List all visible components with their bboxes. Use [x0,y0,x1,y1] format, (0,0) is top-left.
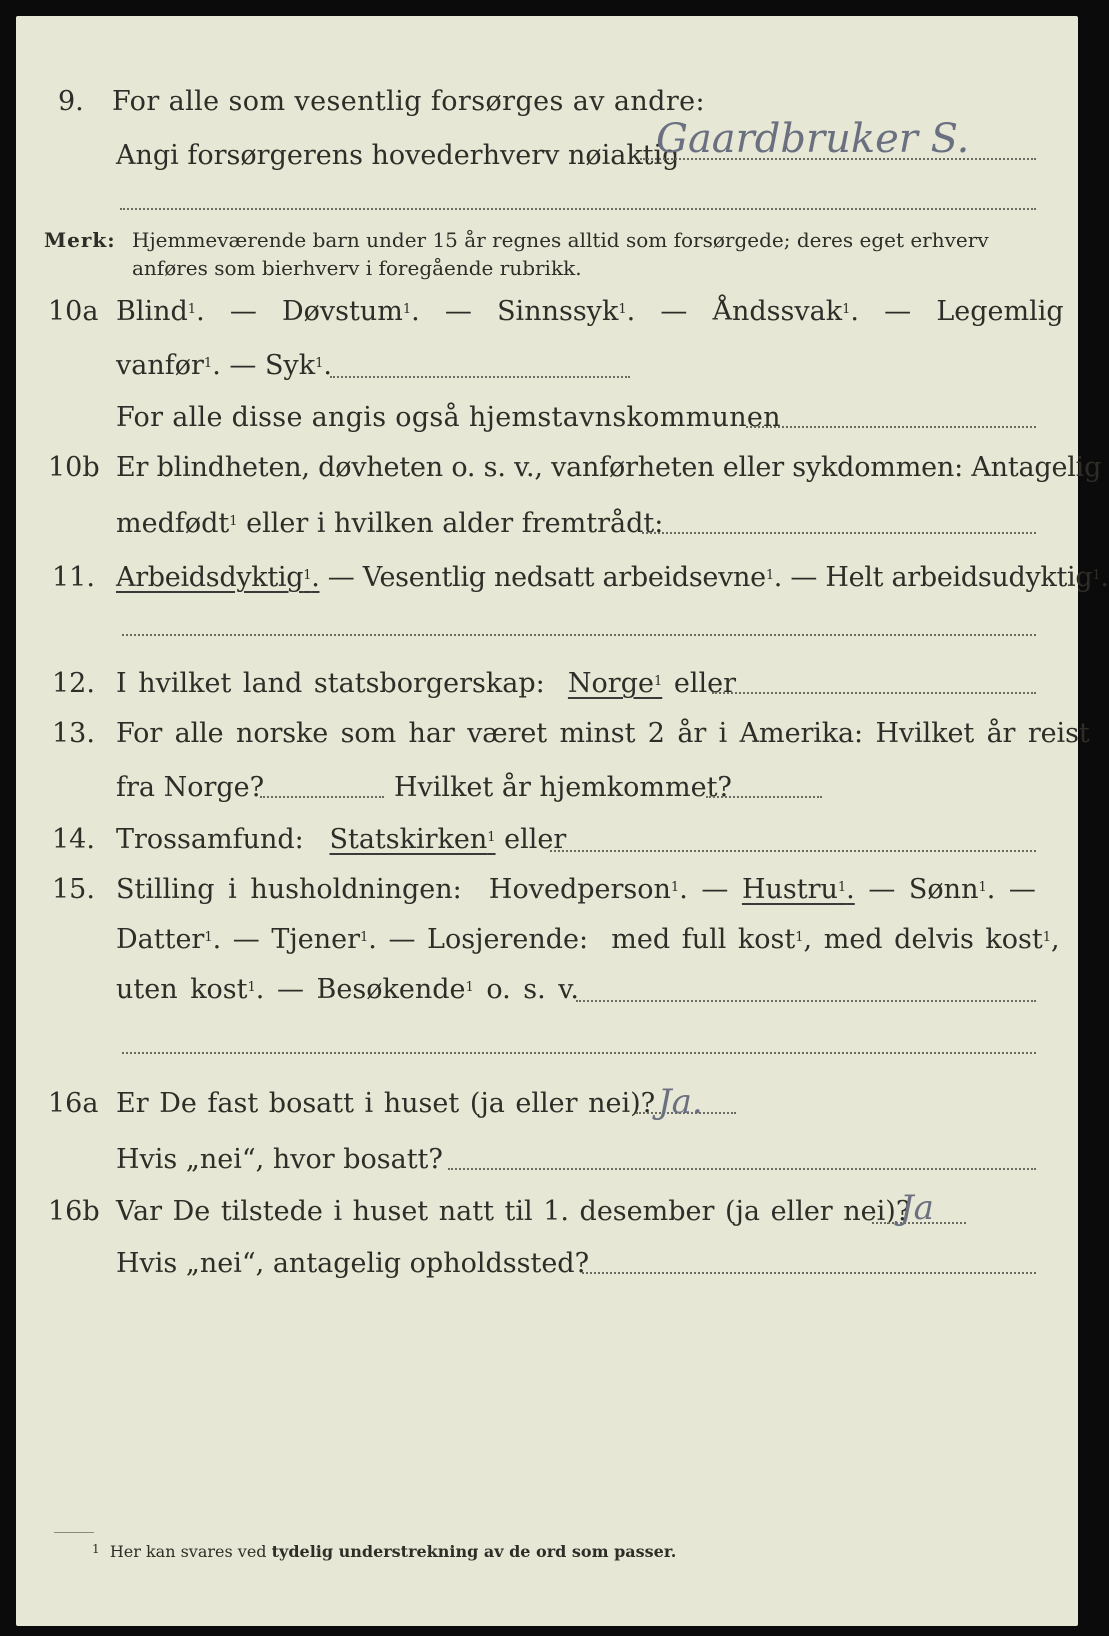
q16a-number: 16a [48,1088,99,1119]
q10b-medfodt: medfødt [116,508,230,539]
q11-helt: Helt arbeidsudyktig [825,562,1093,593]
q15-stilling: Stilling i husholdningen: [116,874,462,905]
q10a-andssvak: Åndssvak [712,296,843,327]
q14-eller: eller [504,824,567,855]
q9-extra-line [120,208,1036,210]
q15-delviskost: med delvis kost [823,924,1043,955]
q15-answer-line [576,1000,1036,1002]
q11-vesentlig: Vesentlig nedsatt arbeidsevne [362,562,766,593]
q12-line [116,668,736,700]
q15-utenkost: uten kost [116,974,248,1005]
q10a-vanfor: vanfør [116,350,204,381]
q10a-syk: Syk [264,350,316,381]
q13-fra-norge: fra Norge? [116,772,265,803]
q16a-handwritten-answer: Ja. [658,1082,703,1122]
q16b-handwritten-answer: Ja [900,1188,934,1228]
footnote-text-b: tydelig understrekning av de ord som passer. [271,1542,677,1561]
q9-number: 9. [58,86,84,117]
q10a-line3: For alle disse angis også hjemstavnskommunen [116,402,781,433]
q15-osv: o. s. v. [486,974,579,1005]
q15-datter: Datter [116,924,205,955]
merk-line2: anføres som bierhverv i foregående rubrikk. [132,256,582,280]
q11-number: 11. [52,562,95,593]
footnote-text-a: Her kan svares ved [109,1542,267,1561]
merk-line1: Hjemmeværende barn under 15 år regnes alltid som forsørgede; deres eget erhverv [132,228,989,252]
footnote-rule [54,1532,94,1533]
footnote [92,1542,676,1561]
q15-line2: Datter$^1$. — Tjener$^1$. — Losjerende: med full kost$^1$, med delvis kost$^1$, [116,924,1060,955]
q15-number: 15. [52,874,95,905]
q10a-legemlig: Legemlig [936,296,1064,327]
q10a-hjemstavn-line [746,426,1036,428]
q16b-line1: Var De tilstede i huset natt til 1. desember (ja eller nei)? [116,1196,911,1227]
q13-number: 13. [52,718,95,749]
q15-line1: Stilling i husholdningen: Hovedperson$^1$. — Hustru$^1$. — Sønn$^1$. — [116,874,1036,905]
q13-hjemkommet: Hvilket år hjemkommet? [394,772,732,803]
q10a-dovstum: Døvstum [282,296,403,327]
q14-text: Trossamfund: [116,824,304,855]
q15-tjener: Tjener [271,924,361,955]
q12-eller: eller [673,668,736,699]
q15-sonn: Sønn [908,874,979,905]
q10b-answer-line [642,532,1036,534]
q11-extra-line [122,634,1036,636]
q15-besokende: Besøkende [316,974,466,1005]
q13-line1: For alle norske som har været minst 2 år i Amerika: Hvilket år reist [116,718,1090,749]
q14-number: 14. [52,824,95,855]
q16a-bosatt-line [448,1168,1036,1170]
q15-losjerende: Losjerende: [427,924,589,955]
q15-hustru: Hustru$^1$. [741,874,855,905]
merk-label: Merk: [44,228,116,252]
q15-line3: uten kost$^1$. — Besøkende$^1$ o. s. v. [116,974,579,1005]
q13-fra-line [260,796,384,798]
q9-line2: Angi forsørgerens hovederhverv nøiaktig [116,140,680,171]
q10a-sinnssyk: Sinnssyk [497,296,619,327]
q10b-number: 10b [48,452,100,483]
footnote-mark: 1 [92,1542,100,1556]
q12-number: 12. [52,668,95,699]
q12-answer-line [712,692,1036,694]
q10b-line1: Er blindheten, døvheten o. s. v., vanførheten eller sykdommen: Antagelig [116,452,1102,483]
q16b-opholdssted-line [582,1272,1036,1274]
q12-text: I hvilket land statsborgerskap: [116,668,545,699]
q10b-alder: eller i hvilken alder fremtrådt: [246,508,664,539]
q15-extra-line [122,1052,1036,1054]
q9-handwritten-answer: Gaardbruker S. [656,116,970,162]
q10a-syk-line [330,376,630,378]
q14-line [116,824,566,856]
q16a-line1: Er De fast bosatt i huset (ja eller nei)? [116,1088,656,1119]
q10b-line2: medfødt$^1$ eller i hvilken alder fremtrådt: [116,508,664,539]
q11-arbeidsdyktig: Arbeidsdyktig$^1$. [116,562,320,593]
census-form-page [16,16,1109,1626]
q10a-blind: Blind [116,296,188,327]
q10a-number: 10a [48,296,99,327]
q14-statskirken: Statskirken$^1$ [329,824,496,855]
q16a-line2: Hvis „nei“, hvor bosatt? [116,1144,443,1175]
q16b-line2: Hvis „nei“, antagelig opholdssted? [116,1248,590,1279]
q16b-number: 16b [48,1196,100,1227]
q13-hjem-line [706,796,822,798]
q15-hovedperson: Hovedperson [488,874,671,905]
q11-line: Arbeidsdyktig$^1$. — Vesentlig nedsatt arbeidsevne$^1$. — Helt arbeidsudyktig$^1$. [116,562,1109,593]
q10a-line2: vanfør$^1$. — Syk$^1$. [116,350,332,381]
q10a-line1: Blind$^1$. — Døvstum$^1$. — Sinnssyk$^1$. — Åndssvak$^1$. — Legemlig [116,296,1064,327]
q12-norge: Norge$^1$ [567,668,663,699]
q9-line1: For alle som vesentlig forsørges av andre: [112,86,706,117]
q14-answer-line [550,850,1036,852]
q15-fullkost: med full kost [611,924,796,955]
merk-note [44,226,989,254]
